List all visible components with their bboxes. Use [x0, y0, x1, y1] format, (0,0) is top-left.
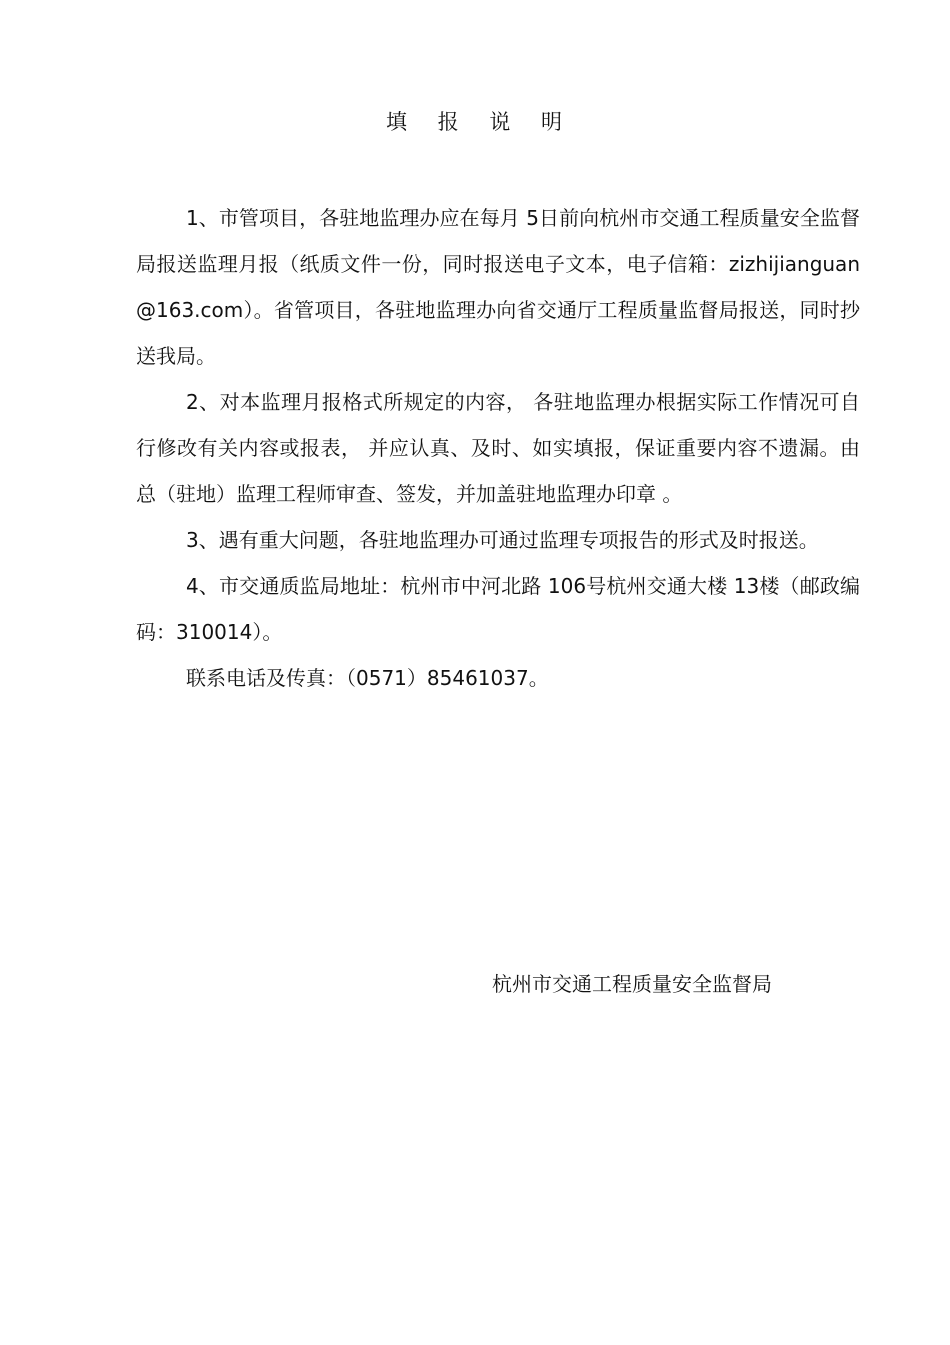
issuing-authority-signature: 杭州市交通工程质量安全监督局	[492, 972, 772, 996]
instruction-paragraph-4: 4、市交通质监局地址：杭州市中河北路 106号杭州交通大楼 13楼（邮政编码：310014）。	[136, 574, 860, 644]
contact-phone-fax: 联系电话及传真：（0571）85461037。	[186, 666, 549, 690]
instruction-paragraph-2: 2、对本监理月报格式所规定的内容， 各驻地监理办根据实际工作情况可自行修改有关内容或报表， 并应认真、及时、如实填报，保证重要内容不遗漏。由总（驻地）监理工程师审查、签发，并加盖驻地监理办印章 。	[136, 390, 860, 506]
instruction-paragraph-1: 1、市管项目，各驻地监理办应在每月 5日前向杭州市交通工程质量安全监督局报送监理月报（纸质文件一份，同时报送电子文本，电子信箱：zizhijianguan@163.com）。省管项目，各驻地监理办向省交通厅工程质量监督局报送，同时抄送我局。	[136, 206, 860, 368]
instructions-body	[136, 195, 860, 701]
instruction-paragraph-3: 3、遇有重大问题，各驻地监理办可通过监理专项报告的形式及时报送。	[186, 528, 819, 552]
document-title: 填 报 说 明	[385, 110, 575, 134]
